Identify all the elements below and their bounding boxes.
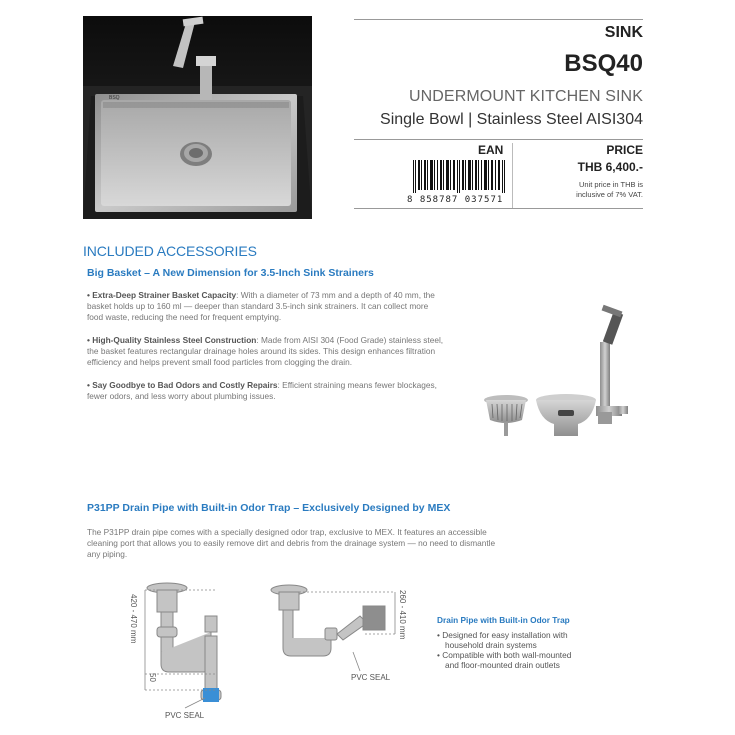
bullet-1-line-3: food waste, reducing the need for frequent emptying. [87,312,282,322]
drain-features [437,615,571,670]
price-note-line-2: inclusive of 7% VAT. [576,190,643,199]
bullet-2-line-3: efficiency and helps prevent small food particles from clogging the drain. [87,357,353,367]
drain-pipe-diagram-floor [105,572,245,722]
ean-label: EAN [478,143,504,157]
basket-bullet-3 [87,380,507,402]
header-top-rule [354,19,643,20]
bullet-3-lead: • Say Goodbye to Bad Odors and Costly Repairs [87,380,278,390]
basket-bullet-2 [87,335,507,368]
bullet-3-line-2: fewer odors, and less worry about plumbing issues. [87,391,276,401]
barcode-icon [413,160,505,193]
header-bottom-rule [354,208,643,209]
model-number: BSQ40 [564,50,643,77]
header-mid-rule [354,139,643,140]
dim-wall-height-label: 260 - 410 mm [398,590,407,640]
bullet-1-line-2: basket holds up to 160 ml — deeper than standard 3.5-inch sink strainers. It can collect more [87,301,429,311]
drain-line-2: cleaning port that allows you to easily remove dirt and debris from the drainage system — no need to dismantle [87,538,496,548]
bullet-1-line-1: : With a diameter of 73 mm and a depth of 40 mm, the [236,290,435,300]
drain-box-title: Drain Pipe with Built-in Odor Trap [437,615,570,625]
category-label: SINK [604,24,643,41]
drain-box-line-3: • Compatible with both wall-mounted [437,650,572,660]
basket-title: Big Basket – A New Dimension for 3.5-Inch Sink Strainers [87,267,374,279]
pvc-seal-label-2: PVC SEAL [351,673,391,682]
sink-photo [83,16,312,219]
price-note-line-1: Unit price in THB is [578,180,643,189]
strainer-basket-icon [478,302,646,442]
dim-height-label: 420 - 470 mm [129,594,138,644]
bullet-2-line-2: the basket features rectangular drainage holes around its sides. This design enhances filtration [87,346,436,356]
bullet-1-lead: • Extra-Deep Strainer Basket Capacity [87,290,237,300]
sink-photo-icon [83,16,312,219]
drain-title: P31PP Drain Pipe with Built-in Odor Trap – Exclusively Designed by MEX [87,502,451,514]
accessories-section-title: INCLUDED ACCESSORIES [83,243,257,259]
ean-number: 8 858787 037571 [407,195,504,205]
bullet-2-lead: • High-Quality Stainless Steel Construction [87,335,257,345]
basket-bullet-1 [87,290,507,323]
pvc-seal-label-1: PVC SEAL [165,711,205,720]
drain-pipe-diagram-wall [265,578,420,688]
drain-box-line-4: and floor-mounted drain outlets [445,660,560,670]
faucet-mark: BSQ [109,95,120,101]
ean-divider [512,143,513,208]
product-description: Single Bowl | Stainless Steel AISI304 [380,111,643,128]
bullet-3-line-1: : Efficient straining means fewer blockages, [277,380,437,390]
price-label: PRICE [606,143,643,157]
price-value: THB 6,400.- [577,160,643,174]
drain-line-1: The P31PP drain pipe comes with a specially designed odor trap, exclusive to MEX. It features an accessible [87,527,487,537]
dim-seal-label: 50 [148,673,157,682]
product-type: UNDERMOUNT KITCHEN SINK [408,88,643,105]
bullet-2-line-1: : Made from AISI 304 (Food Grade) stainless steel, [256,335,444,345]
drain-line-3: any piping. [87,549,128,559]
drain-box-line-2: household drain systems [445,640,537,650]
drain-box-line-1: • Designed for easy installation with [437,630,568,640]
drain-paragraph [87,527,607,560]
price-note [553,180,643,200]
